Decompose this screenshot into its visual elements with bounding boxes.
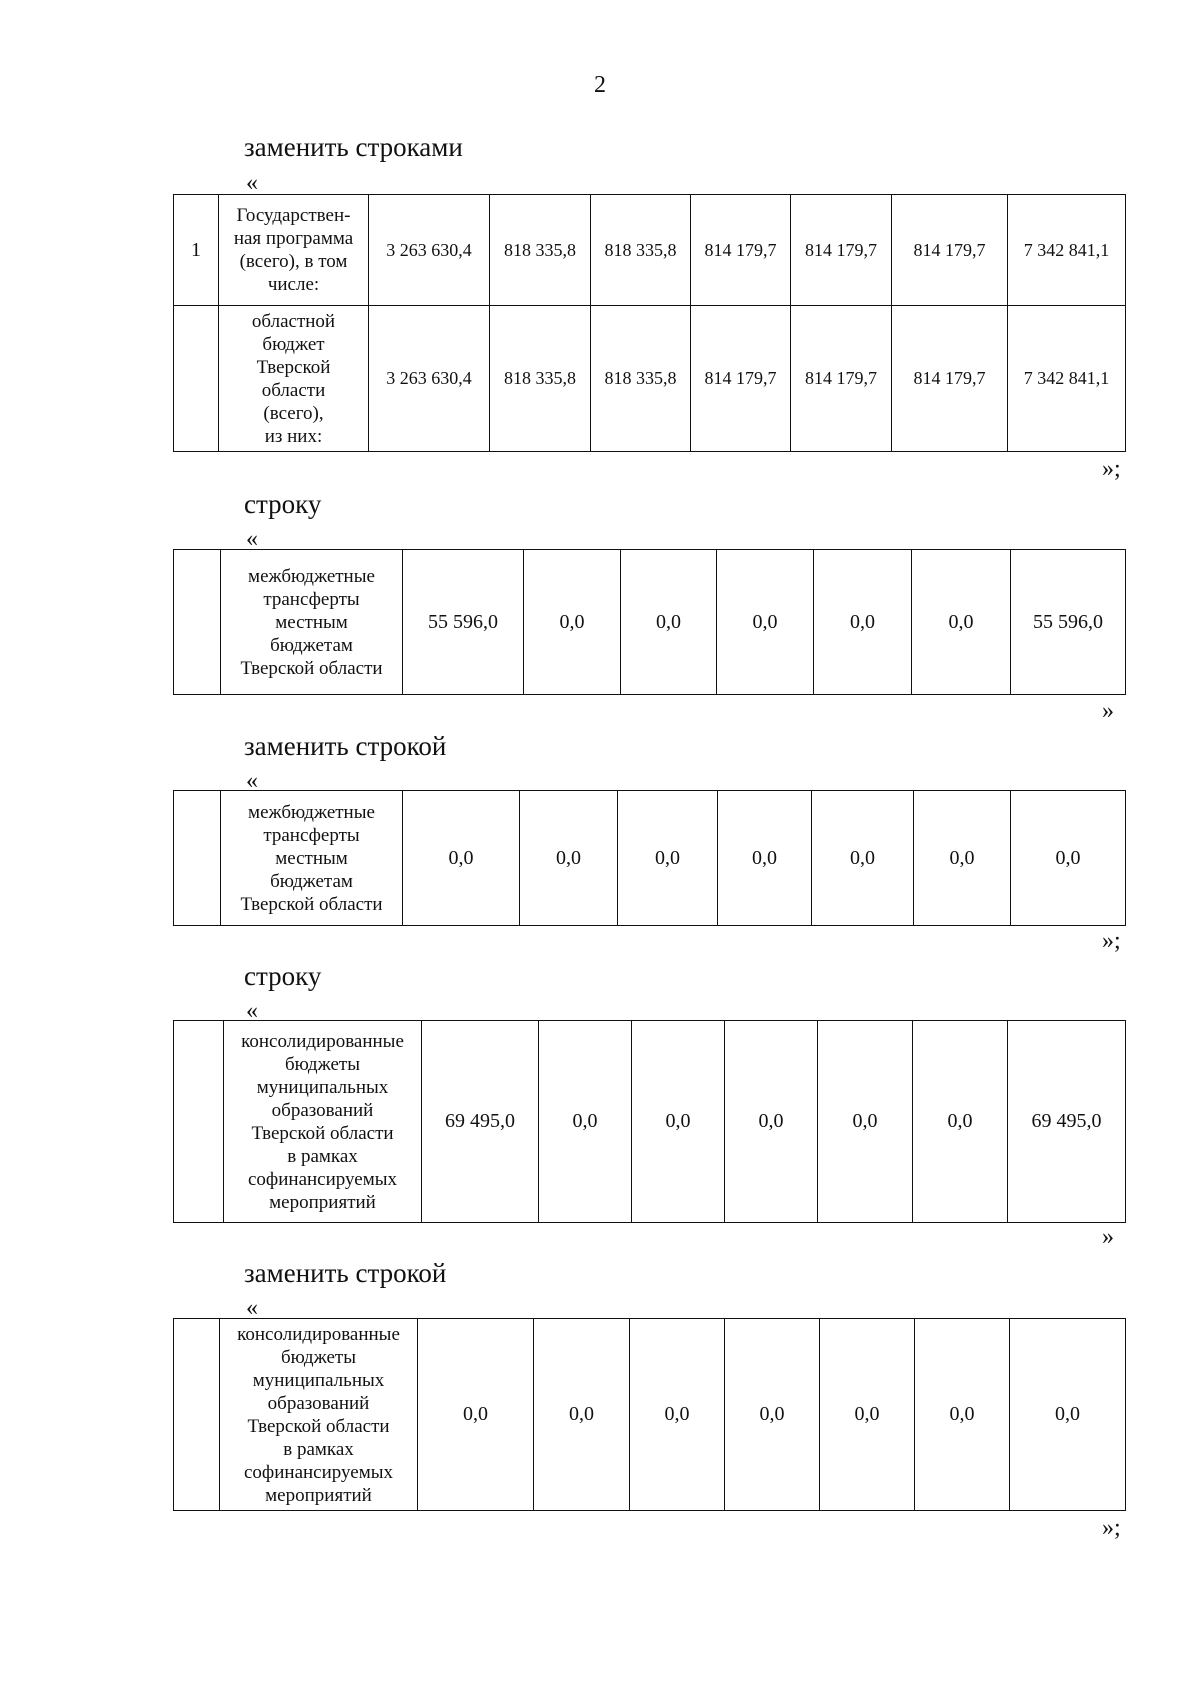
value-cell: 814 179,7	[892, 195, 1008, 306]
value-cell: 0,0	[1010, 1319, 1126, 1511]
row-number	[174, 1319, 220, 1511]
value-cell: 0,0	[403, 791, 520, 926]
table-row	[174, 1021, 1126, 1223]
value-cell: 0,0	[912, 550, 1011, 695]
value-cell: 69 495,0	[422, 1021, 539, 1223]
value-cell: 0,0	[814, 550, 912, 695]
value-cell: 7 342 841,1	[1008, 195, 1126, 306]
value-cell: 0,0	[718, 791, 812, 926]
value-cell: 818 335,8	[490, 195, 591, 306]
section-4-open-quote: «	[246, 998, 258, 1024]
value-cell: 0,0	[725, 1319, 820, 1511]
value-cell: 818 335,8	[591, 195, 691, 306]
row-number: 1	[174, 195, 219, 306]
value-cell: 0,0	[539, 1021, 632, 1223]
section-2-heading: строку	[244, 489, 322, 519]
value-cell: 0,0	[915, 1319, 1010, 1511]
value-cell: 814 179,7	[791, 195, 892, 306]
row-number	[174, 306, 219, 452]
value-cell: 0,0	[1011, 791, 1126, 926]
section-1-heading: заменить строками	[244, 132, 463, 162]
value-cell: 818 335,8	[490, 306, 591, 452]
value-cell: 0,0	[524, 550, 621, 695]
section-2-open-quote: «	[246, 526, 258, 552]
value-cell: 55 596,0	[403, 550, 524, 695]
section-4-close-quote: »	[1102, 1224, 1114, 1250]
section-3-table	[173, 790, 1126, 926]
table-row	[174, 306, 1126, 452]
value-cell: 0,0	[630, 1319, 725, 1511]
value-cell: 0,0	[812, 791, 914, 926]
section-5-open-quote: «	[246, 1295, 258, 1321]
row-label: областной бюджет Тверской области (всего), из них:	[219, 306, 369, 452]
value-cell: 0,0	[914, 791, 1011, 926]
table-row	[174, 195, 1126, 306]
value-cell: 7 342 841,1	[1008, 306, 1126, 452]
value-cell: 0,0	[520, 791, 618, 926]
section-5-close-quote: »;	[1102, 1515, 1121, 1541]
section-1-close-quote: »;	[1102, 456, 1121, 482]
table-row	[174, 550, 1126, 695]
row-label: межбюджетные трансферты местным бюджетам Тверской области	[221, 550, 403, 695]
page-number: 2	[594, 72, 606, 98]
section-1-open-quote: «	[246, 170, 258, 196]
section-4-heading: строку	[244, 961, 322, 991]
row-label: консолидированные бюджеты муниципальных образований Тверской области в рамках софинансируемых мероприятий	[220, 1319, 418, 1511]
value-cell: 814 179,7	[691, 306, 791, 452]
row-number	[174, 1021, 224, 1223]
value-cell: 0,0	[534, 1319, 630, 1511]
value-cell: 0,0	[618, 791, 718, 926]
table-row	[174, 1319, 1126, 1511]
value-cell: 0,0	[820, 1319, 915, 1511]
row-label: межбюджетные трансферты местным бюджетам Тверской области	[221, 791, 403, 926]
section-2-table	[173, 549, 1126, 695]
section-2-close-quote: »	[1102, 698, 1114, 724]
value-cell: 0,0	[418, 1319, 534, 1511]
row-number	[174, 550, 221, 695]
section-3-close-quote: »;	[1102, 928, 1121, 954]
value-cell: 69 495,0	[1008, 1021, 1126, 1223]
section-4-table	[173, 1020, 1126, 1223]
value-cell: 3 263 630,4	[369, 306, 490, 452]
table-row	[174, 791, 1126, 926]
value-cell: 0,0	[913, 1021, 1008, 1223]
value-cell: 0,0	[717, 550, 814, 695]
row-label: консолидированные бюджеты муниципальных образований Тверской области в рамках софинансируемых мероприятий	[224, 1021, 422, 1223]
section-1-table	[173, 194, 1126, 452]
value-cell: 0,0	[632, 1021, 725, 1223]
section-5-table	[173, 1318, 1126, 1511]
value-cell: 0,0	[818, 1021, 913, 1223]
row-number	[174, 791, 221, 926]
section-3-heading: заменить строкой	[244, 731, 447, 761]
value-cell: 55 596,0	[1011, 550, 1126, 695]
section-5-heading: заменить строкой	[244, 1258, 447, 1288]
value-cell: 814 179,7	[892, 306, 1008, 452]
section-3-open-quote: «	[246, 768, 258, 794]
value-cell: 0,0	[621, 550, 717, 695]
value-cell: 814 179,7	[791, 306, 892, 452]
value-cell: 0,0	[725, 1021, 818, 1223]
value-cell: 818 335,8	[591, 306, 691, 452]
row-label: Государствен- ная программа (всего), в том числе:	[219, 195, 369, 306]
value-cell: 814 179,7	[691, 195, 791, 306]
value-cell: 3 263 630,4	[369, 195, 490, 306]
